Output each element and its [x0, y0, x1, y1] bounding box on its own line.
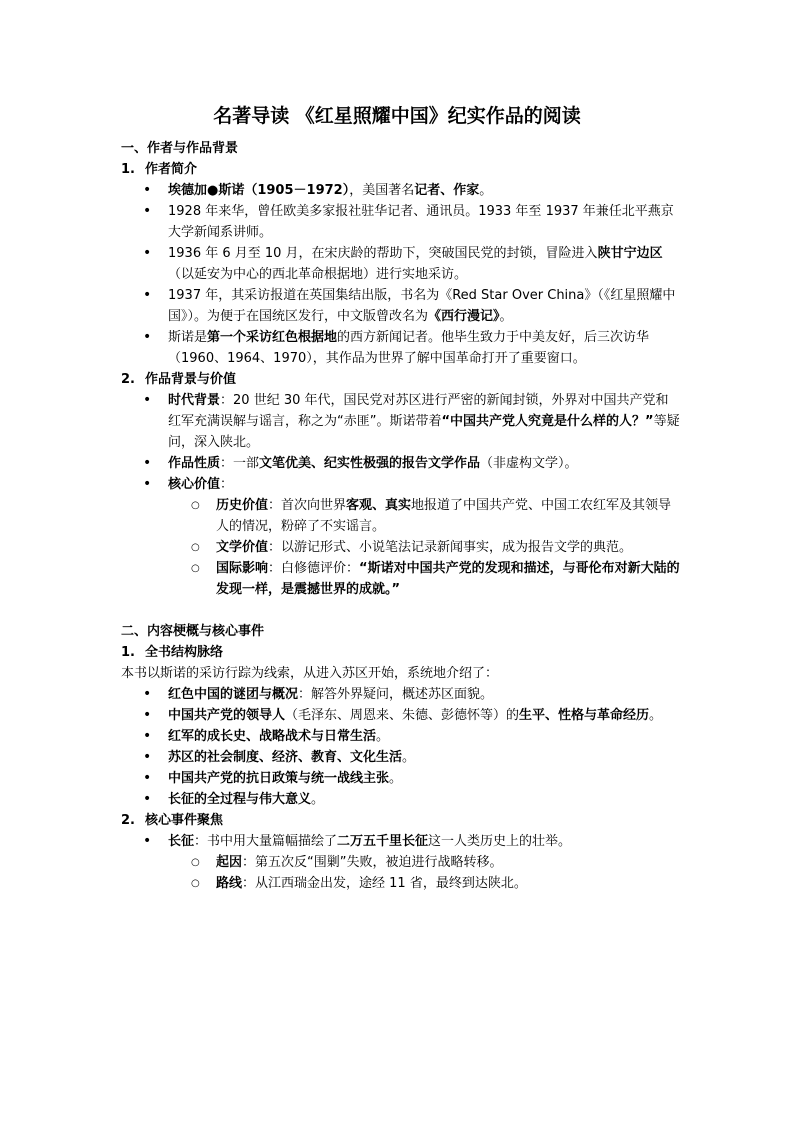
list-item [121, 495, 681, 537]
subsection-heading [121, 810, 681, 831]
events-list [121, 831, 681, 894]
text: 。 [376, 729, 390, 744]
values-list [168, 495, 681, 600]
bold-text: 第一个采访红色根据地 [207, 330, 338, 345]
subsection-number: 2. [121, 372, 135, 387]
bold-label: 国际影响 [216, 561, 269, 576]
subsection-number: 1. [121, 645, 135, 660]
bold-text: 文笔优美、纪实性极强的报告文学作品 [259, 456, 481, 471]
text: （以延安为中心的西北革命根据地）进行实地采访。 [168, 267, 468, 282]
bold-text: 中国共产党的抗日政策与统一战线主张 [168, 771, 390, 786]
bold-label: 时代背景 [168, 393, 221, 408]
list-item [121, 180, 681, 201]
list-item [121, 726, 681, 747]
text: ：解答外界疑问，概述苏区面貌。 [298, 687, 494, 702]
background-list [121, 390, 681, 600]
text: 的西方新闻记者。他毕生致力于中美友好，后三次访华（1960、1964、1970），其作品为世界了解中国革命打开了重要窗口。 [168, 330, 650, 366]
bold-text: 记者、作家 [414, 183, 480, 198]
bold-label: 起因 [216, 855, 243, 870]
section-heading: 二、内容梗概与核心事件 [121, 624, 265, 639]
list-item [121, 453, 681, 474]
text: ：一部 [220, 456, 260, 471]
structure-list [121, 684, 681, 810]
bold-text: 红色中国的谜团与概况 [168, 687, 299, 702]
list-item [121, 789, 681, 810]
text: 。 [499, 309, 513, 324]
list-item [121, 558, 681, 600]
subsection-heading [121, 159, 681, 180]
document-title: 名著导读 《红星照耀中国》纪实作品的阅读 [213, 105, 581, 127]
bold-text: “斯诺对中国共产党的发现和描述，与哥伦布对新大陆的发现一样，是震撼世界的成就。” [216, 561, 680, 597]
text: ：从江西瑞金出发，途经 11 省，最终到达陕北。 [242, 876, 527, 891]
intro-paragraph: 本书以斯诺的采访行踪为线索，从进入苏区开始，系统地介绍了： [121, 666, 499, 681]
bold-label: 作品性质 [168, 456, 221, 471]
subsection-title: 全书结构脉络 [145, 645, 224, 660]
bold-text: “中国共产党人究竟是什么样的人？” [441, 414, 654, 429]
text: ：首次向世界 [268, 498, 347, 513]
subsection-number: 2. [121, 813, 135, 828]
text: ，美国著名 [349, 183, 415, 198]
text: 这一人类历史上的壮举。 [428, 834, 572, 849]
subsection-title: 作者简介 [145, 162, 198, 177]
bold-text: 《西行漫记》 [428, 309, 500, 324]
document-body [121, 138, 681, 894]
list-item [121, 873, 681, 894]
text: 。 [479, 183, 493, 198]
bold-text: 中国共产党的领导人 [168, 708, 286, 723]
list-item [121, 831, 681, 894]
bold-label: 核心价值 [168, 477, 221, 492]
text: ：白修德评价： [268, 561, 360, 576]
bold-label: 历史价值 [216, 498, 269, 513]
section-heading: 一、作者与作品背景 [121, 141, 239, 156]
subsection-heading [121, 369, 681, 390]
text: ：20 世纪 30 年代，国民党对苏区进行严密的新闻封锁，外界对中国共产党和红军充满误解与谣言，称之为“赤匪”。斯诺带着 [168, 393, 669, 429]
text: ： [220, 477, 234, 492]
list-item [121, 285, 681, 327]
subsection-heading [121, 642, 681, 663]
text: ：以游记形式、小说笔法记录新闻事实，成为报告文学的典范。 [268, 540, 633, 555]
bold-label: 文学价值 [216, 540, 269, 555]
text: 。 [649, 708, 663, 723]
subsection-title: 核心事件聚焦 [145, 813, 224, 828]
bold-text: 长征的全过程与伟大意义 [168, 792, 312, 807]
bold-label: 路线 [216, 876, 243, 891]
text: 地报道了中国共产党、中国工农红军及其领导人的情况，粉碎了不实谣言。 [216, 498, 672, 534]
list-item [121, 537, 681, 558]
subsection-number: 1. [121, 162, 135, 177]
bold-text: 陕甘宁边区 [597, 246, 663, 261]
bold-text: 埃德加●斯诺（1905－1972） [168, 183, 350, 198]
bold-text: 客观、真实 [346, 498, 412, 513]
text: 1936 年 6 月至 10 月，在宋庆龄的帮助下，突破国民党的封锁，冒险进入 [168, 246, 598, 261]
list-item [121, 852, 681, 873]
list-item [121, 684, 681, 705]
text: 等疑问，深入陕北。 [168, 414, 680, 450]
text: （非虚构文学）。 [480, 456, 578, 471]
bold-text: 二万五千里长征 [337, 834, 429, 849]
author-list [121, 180, 681, 369]
bold-text: 生平、性格与革命经历 [519, 708, 650, 723]
list-item [121, 201, 681, 243]
list-item [121, 327, 681, 369]
bold-label: 长征 [168, 834, 195, 849]
text: 。 [402, 750, 416, 765]
subsection-title: 作品背景与价值 [145, 372, 237, 387]
list-item [121, 474, 681, 600]
text: 。 [389, 771, 403, 786]
text: （毛泽东、周恩来、朱德、彭德怀等）的 [285, 708, 520, 723]
spacer [121, 600, 681, 621]
bold-text: 苏区的社会制度、经济、教育、文化生活 [168, 750, 403, 765]
text: 。 [311, 792, 325, 807]
bold-text: 红军的成长史、战略战术与日常生活 [168, 729, 377, 744]
text: 1937 年，其采访报道在英国集结出版，书名为《Red Star Over China》（《红星照耀中国》）。为便于在国统区发行，中文版曾改名为 [168, 288, 676, 324]
text: 1928 年来华，曾任欧美多家报社驻华记者、通讯员。1933 年至 1937 年兼任北平燕京大学新闻系讲师。 [168, 204, 674, 240]
list-item [121, 768, 681, 789]
list-item [121, 243, 681, 285]
text: 斯诺是 [168, 330, 208, 345]
list-item [121, 390, 681, 453]
details-list [168, 852, 681, 894]
list-item [121, 747, 681, 768]
list-item [121, 705, 681, 726]
text: ：书中用大量篇幅描绘了 [194, 834, 338, 849]
text: ：第五次反“围剿”失败，被迫进行战略转移。 [242, 855, 503, 870]
